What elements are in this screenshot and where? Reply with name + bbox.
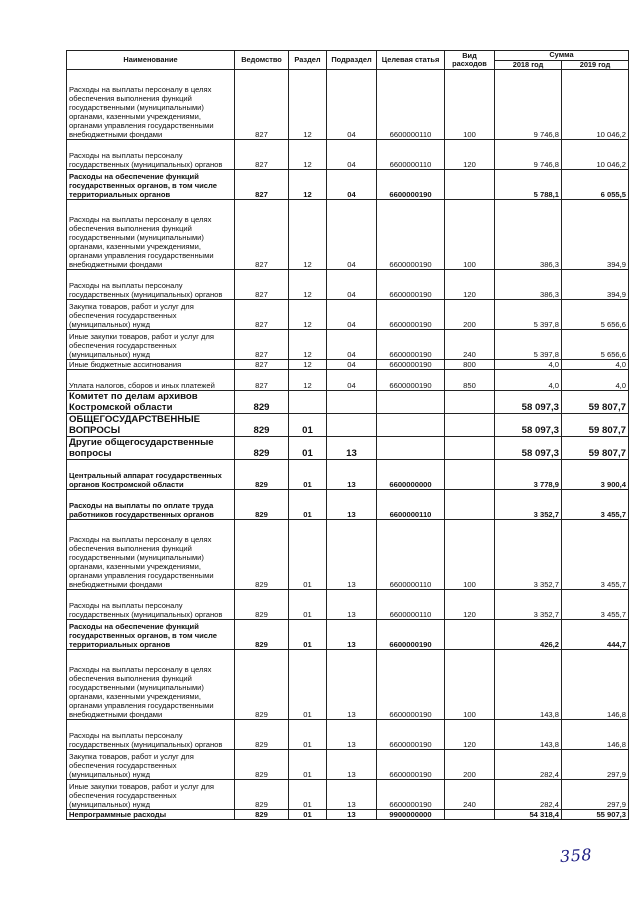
table-row <box>67 170 629 200</box>
row-name: Расходы на выплаты персоналу в целях обеспечения выполнения функций государственными (муниципальными) органами, казенными учреждениями, органами управления государственными внебюджетными фондами <box>67 200 235 270</box>
row-section: 01 <box>289 750 327 780</box>
row-subsection: 04 <box>327 140 377 170</box>
row-sum-2018: 3 778,9 <box>495 460 562 490</box>
row-target: 6600000190 <box>377 650 445 720</box>
row-name: Расходы на обеспечение функций государственных органов, в том числе территориальных органов <box>67 170 235 200</box>
row-kind <box>445 414 495 437</box>
row-dept: 829 <box>235 650 289 720</box>
row-section: 12 <box>289 330 327 360</box>
row-sum-2019: 4,0 <box>562 370 629 391</box>
row-kind: 120 <box>445 590 495 620</box>
row-sum-2018: 282,4 <box>495 780 562 810</box>
table-row <box>67 720 629 750</box>
row-target: 6600000190 <box>377 270 445 300</box>
row-section: 01 <box>289 650 327 720</box>
row-name: Другие общегосударственные вопросы <box>67 437 235 460</box>
row-sum-2018: 282,4 <box>495 750 562 780</box>
row-dept: 827 <box>235 370 289 391</box>
row-name: Расходы на выплаты персоналу государственных (муниципальных) органов <box>67 140 235 170</box>
row-dept: 829 <box>235 620 289 650</box>
row-sum-2019: 394,9 <box>562 200 629 270</box>
row-name: Расходы на выплаты персоналу в целях обеспечения выполнения функций государственными (муниципальными) органами, казенными учреждениями, органами управления государственными внебюджетными фондами <box>67 520 235 590</box>
row-subsection: 13 <box>327 490 377 520</box>
row-sum-2018: 9 746,8 <box>495 70 562 140</box>
table-row <box>67 200 629 270</box>
row-target: 6600000190 <box>377 360 445 370</box>
row-kind: 100 <box>445 650 495 720</box>
row-section: 01 <box>289 520 327 590</box>
row-dept: 827 <box>235 170 289 200</box>
row-sum-2018: 5 788,1 <box>495 170 562 200</box>
row-name: Закупка товаров, работ и услуг для обеспечения государственных (муниципальных) нужд <box>67 750 235 780</box>
row-sum-2019: 394,9 <box>562 270 629 300</box>
row-subsection: 04 <box>327 370 377 391</box>
row-name: Расходы на выплаты персоналу государственных (муниципальных) органов <box>67 590 235 620</box>
row-subsection: 04 <box>327 200 377 270</box>
row-sum-2018: 58 097,3 <box>495 391 562 414</box>
row-subsection: 13 <box>327 780 377 810</box>
table-row <box>67 300 629 330</box>
row-section: 01 <box>289 414 327 437</box>
row-sum-2019: 3 455,7 <box>562 590 629 620</box>
row-sum-2019: 59 807,7 <box>562 391 629 414</box>
row-section: 01 <box>289 590 327 620</box>
row-sum-2018: 3 352,7 <box>495 590 562 620</box>
row-kind: 120 <box>445 140 495 170</box>
row-name: Непрограммные расходы <box>67 810 235 820</box>
row-target: 6600000110 <box>377 520 445 590</box>
row-subsection: 13 <box>327 437 377 460</box>
row-sum-2019: 297,9 <box>562 750 629 780</box>
row-target: 6600000110 <box>377 490 445 520</box>
row-sum-2018: 4,0 <box>495 360 562 370</box>
row-section: 01 <box>289 437 327 460</box>
table-row <box>67 810 629 820</box>
table-row <box>67 270 629 300</box>
row-dept: 827 <box>235 330 289 360</box>
row-subsection: 13 <box>327 720 377 750</box>
row-sum-2018: 386,3 <box>495 270 562 300</box>
row-sum-2019: 10 046,2 <box>562 140 629 170</box>
row-kind: 800 <box>445 360 495 370</box>
row-name: Иные бюджетные ассигнования <box>67 360 235 370</box>
row-name: Расходы на выплаты персоналу в целях обеспечения выполнения функций государственными (муниципальными) органами, казенными учреждениями, органами управления государственными внебюджетными фондами <box>67 70 235 140</box>
header-target: Целевая статья <box>377 51 445 70</box>
row-sum-2019: 59 807,7 <box>562 437 629 460</box>
row-dept: 827 <box>235 300 289 330</box>
row-dept: 829 <box>235 520 289 590</box>
row-sum-2019: 5 656,6 <box>562 300 629 330</box>
row-subsection: 13 <box>327 810 377 820</box>
row-target <box>377 414 445 437</box>
row-target: 6600000190 <box>377 750 445 780</box>
row-subsection <box>327 414 377 437</box>
row-dept: 829 <box>235 590 289 620</box>
row-section: 12 <box>289 270 327 300</box>
row-sum-2018: 9 746,8 <box>495 140 562 170</box>
row-sum-2018: 54 318,4 <box>495 810 562 820</box>
table-row <box>67 391 629 414</box>
row-dept: 827 <box>235 140 289 170</box>
row-sum-2018: 5 397,8 <box>495 300 562 330</box>
header-dept: Ведомство <box>235 51 289 70</box>
row-subsection: 04 <box>327 330 377 360</box>
table-row <box>67 620 629 650</box>
row-target: 9900000000 <box>377 810 445 820</box>
row-subsection: 13 <box>327 520 377 590</box>
header-name: Наименование <box>67 51 235 70</box>
row-kind: 100 <box>445 520 495 590</box>
row-kind <box>445 810 495 820</box>
row-subsection: 13 <box>327 650 377 720</box>
row-sum-2019: 4,0 <box>562 360 629 370</box>
table-row <box>67 360 629 370</box>
row-sum-2019: 444,7 <box>562 620 629 650</box>
row-sum-2019: 5 656,6 <box>562 330 629 360</box>
row-target: 6600000190 <box>377 720 445 750</box>
row-dept: 827 <box>235 200 289 270</box>
row-dept: 829 <box>235 490 289 520</box>
table-row <box>67 750 629 780</box>
row-section: 12 <box>289 140 327 170</box>
row-name: Иные закупки товаров, работ и услуг для обеспечения государственных (муниципальных) нужд <box>67 330 235 360</box>
row-kind <box>445 490 495 520</box>
table-row <box>67 460 629 490</box>
row-section: 12 <box>289 300 327 330</box>
row-name: Уплата налогов, сборов и иных платежей <box>67 370 235 391</box>
row-target <box>377 437 445 460</box>
row-kind: 240 <box>445 780 495 810</box>
row-section: 01 <box>289 720 327 750</box>
row-name: Иные закупки товаров, работ и услуг для обеспечения государственных (муниципальных) нужд <box>67 780 235 810</box>
table-row <box>67 330 629 360</box>
table-row <box>67 490 629 520</box>
row-sum-2019: 55 907,3 <box>562 810 629 820</box>
row-kind: 200 <box>445 300 495 330</box>
row-sum-2018: 426,2 <box>495 620 562 650</box>
row-subsection: 13 <box>327 590 377 620</box>
row-sum-2019: 59 807,7 <box>562 414 629 437</box>
row-name: Расходы на выплаты по оплате труда работников государственных органов <box>67 490 235 520</box>
row-section <box>289 391 327 414</box>
row-dept: 827 <box>235 360 289 370</box>
table-row <box>67 140 629 170</box>
row-dept: 829 <box>235 437 289 460</box>
row-sum-2019: 10 046,2 <box>562 70 629 140</box>
row-sum-2018: 3 352,7 <box>495 520 562 590</box>
row-target: 6600000000 <box>377 460 445 490</box>
header-2018: 2018 год <box>495 60 562 70</box>
row-subsection: 04 <box>327 70 377 140</box>
row-name: Центральный аппарат государственных органов Костромской области <box>67 460 235 490</box>
row-kind <box>445 391 495 414</box>
row-section: 12 <box>289 170 327 200</box>
row-section: 12 <box>289 360 327 370</box>
row-kind: 100 <box>445 70 495 140</box>
row-sum-2018: 4,0 <box>495 370 562 391</box>
table-row <box>67 70 629 140</box>
row-subsection: 04 <box>327 270 377 300</box>
row-section: 01 <box>289 620 327 650</box>
row-kind: 120 <box>445 270 495 300</box>
row-target: 6600000190 <box>377 780 445 810</box>
row-section: 12 <box>289 370 327 391</box>
row-target: 6600000190 <box>377 330 445 360</box>
row-dept: 827 <box>235 70 289 140</box>
row-kind <box>445 170 495 200</box>
row-kind <box>445 437 495 460</box>
row-kind <box>445 620 495 650</box>
row-target <box>377 391 445 414</box>
header-sum: Сумма <box>495 51 629 61</box>
row-subsection: 13 <box>327 750 377 780</box>
row-section: 01 <box>289 490 327 520</box>
row-kind: 100 <box>445 200 495 270</box>
row-section: 01 <box>289 460 327 490</box>
header-2019: 2019 год <box>562 60 629 70</box>
row-name: Расходы на выплаты персоналу государственных (муниципальных) органов <box>67 720 235 750</box>
row-subsection <box>327 391 377 414</box>
row-subsection: 13 <box>327 460 377 490</box>
budget-table <box>66 50 629 820</box>
row-name: Комитет по делам архивов Костромской области <box>67 391 235 414</box>
header-section: Раздел <box>289 51 327 70</box>
row-subsection: 04 <box>327 170 377 200</box>
table-row <box>67 437 629 460</box>
row-kind: 850 <box>445 370 495 391</box>
row-name: Расходы на выплаты персоналу государственных (муниципальных) органов <box>67 270 235 300</box>
table-row <box>67 520 629 590</box>
row-target: 6600000190 <box>377 170 445 200</box>
row-sum-2019: 3 900,4 <box>562 460 629 490</box>
row-kind: 240 <box>445 330 495 360</box>
row-subsection: 04 <box>327 360 377 370</box>
row-section: 12 <box>289 70 327 140</box>
row-dept: 829 <box>235 810 289 820</box>
row-kind: 120 <box>445 720 495 750</box>
row-section: 12 <box>289 200 327 270</box>
row-sum-2019: 6 055,5 <box>562 170 629 200</box>
budget-table-sheet <box>66 50 628 820</box>
row-section: 01 <box>289 780 327 810</box>
row-dept: 827 <box>235 270 289 300</box>
row-name: ОБЩЕГОСУДАРСТВЕННЫЕ ВОПРОСЫ <box>67 414 235 437</box>
row-sum-2019: 3 455,7 <box>562 520 629 590</box>
row-sum-2018: 386,3 <box>495 200 562 270</box>
row-sum-2019: 146,8 <box>562 720 629 750</box>
table-row <box>67 590 629 620</box>
row-section: 01 <box>289 810 327 820</box>
row-sum-2018: 58 097,3 <box>495 437 562 460</box>
row-name: Расходы на выплаты персоналу в целях обеспечения выполнения функций государственными (муниципальными) органами, казенными учреждениями, органами управления государственными внебюджетными фондами <box>67 650 235 720</box>
row-dept: 829 <box>235 391 289 414</box>
row-kind: 200 <box>445 750 495 780</box>
row-sum-2019: 297,9 <box>562 780 629 810</box>
row-dept: 829 <box>235 414 289 437</box>
row-target: 6600000110 <box>377 590 445 620</box>
table-row <box>67 780 629 810</box>
handwritten-page-number: 358 <box>559 844 593 867</box>
row-subsection: 13 <box>327 620 377 650</box>
header-kind: Вид расходов <box>445 51 495 70</box>
table-body <box>67 70 629 820</box>
row-dept: 829 <box>235 750 289 780</box>
table-row <box>67 650 629 720</box>
row-name: Расходы на обеспечение функций государственных органов, в том числе территориальных органов <box>67 620 235 650</box>
row-sum-2018: 3 352,7 <box>495 490 562 520</box>
row-subsection: 04 <box>327 300 377 330</box>
row-sum-2019: 146,8 <box>562 650 629 720</box>
row-target: 6600000190 <box>377 370 445 391</box>
row-dept: 829 <box>235 720 289 750</box>
row-sum-2018: 143,8 <box>495 650 562 720</box>
row-kind <box>445 460 495 490</box>
row-sum-2018: 143,8 <box>495 720 562 750</box>
row-target: 6600000110 <box>377 70 445 140</box>
header-subsection: Подраздел <box>327 51 377 70</box>
row-dept: 829 <box>235 460 289 490</box>
row-sum-2018: 5 397,8 <box>495 330 562 360</box>
row-target: 6600000190 <box>377 620 445 650</box>
row-target: 6600000110 <box>377 140 445 170</box>
row-name: Закупка товаров, работ и услуг для обеспечения государственных (муниципальных) нужд <box>67 300 235 330</box>
row-target: 6600000190 <box>377 200 445 270</box>
row-dept: 829 <box>235 780 289 810</box>
table-row <box>67 370 629 391</box>
row-target: 6600000190 <box>377 300 445 330</box>
row-sum-2019: 3 455,7 <box>562 490 629 520</box>
table-row <box>67 414 629 437</box>
row-sum-2018: 58 097,3 <box>495 414 562 437</box>
